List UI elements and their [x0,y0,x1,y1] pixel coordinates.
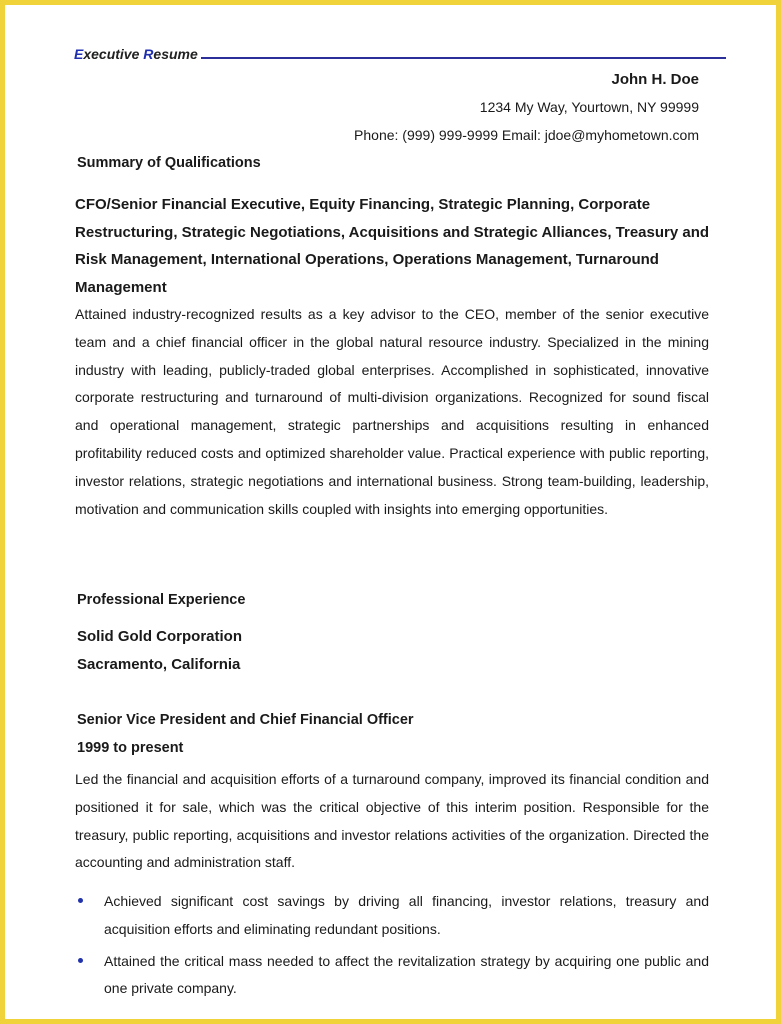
title-part-xecutive: xecutive [83,46,144,62]
achievement-list [75,888,709,1007]
company-name: Solid Gold Corporation [77,628,242,645]
candidate-address: 1234 My Way, Yourtown, NY 99999 [479,99,699,115]
summary-skills: CFO/Senior Financial Executive, Equity Financing, Strategic Planning, Corporate Restructuring, Strategic Negotiations, Acquisitions and Strategic Alliances, Treasury and Risk Management, International Operations, Operations Management, Turnaround Management [75,196,710,296]
bullet-icon [78,958,83,963]
header-rule [201,57,726,59]
summary-heading: Summary of Qualifications [77,155,261,171]
title-initial-e: E [74,46,84,62]
candidate-phone-email: Phone: (999) 999-9999 Email: jdoe@myhometown.com [354,127,699,143]
job-title: Senior Vice President and Chief Financial Officer [77,712,414,728]
list-item [75,948,709,1004]
document-header [74,43,726,61]
experience-heading: Professional Experience [77,592,246,608]
achievement-text: Achieved significant cost savings by driving all financing, investor relations, treasury and acquisition efforts and eliminating redundant positions. [104,893,709,937]
list-item [75,888,709,944]
document-title [74,47,198,61]
job-dates: 1999 to present [77,740,184,756]
title-initial-r: R [143,46,154,62]
summary-paragraph: Attained industry-recognized results as a key advisor to the CEO, member of the senior executive team and a chief financial officer in the global natural resource industry. Specialized in the mining industry with leading, publicly-traded global enterprises. Accomplished in sophisticated, innovative corporate restructuring and turnaround of multi-division organizations. Recognized for sound fiscal and operational management, strategic partnerships and acquisitions resulting in enhanced profitability reduced costs and optimized shareholder value. Practical experience with public reporting, investor relations, strategic negotiations and international business. Strong team-building, leadership, motivation and communication skills coupled with insights into emerging opportunities. [75,306,709,517]
title-part-esume: esume [153,46,198,62]
candidate-name: John H. Doe [611,71,699,88]
company-location: Sacramento, California [77,656,241,673]
bullet-icon [78,898,83,903]
achievement-text: Attained the critical mass needed to affect the revitalization strategy by acquiring one public and one private company. [104,952,709,997]
job-description: Led the financial and acquisition efforts of a turnaround company, improved its financial condition and positioned it for sale, which was the critical objective of this interim position. Responsible for the treasury, public reporting, acquisitions and investor relations activities of the organization. Directed the accounting and administration staff. [75,771,709,871]
